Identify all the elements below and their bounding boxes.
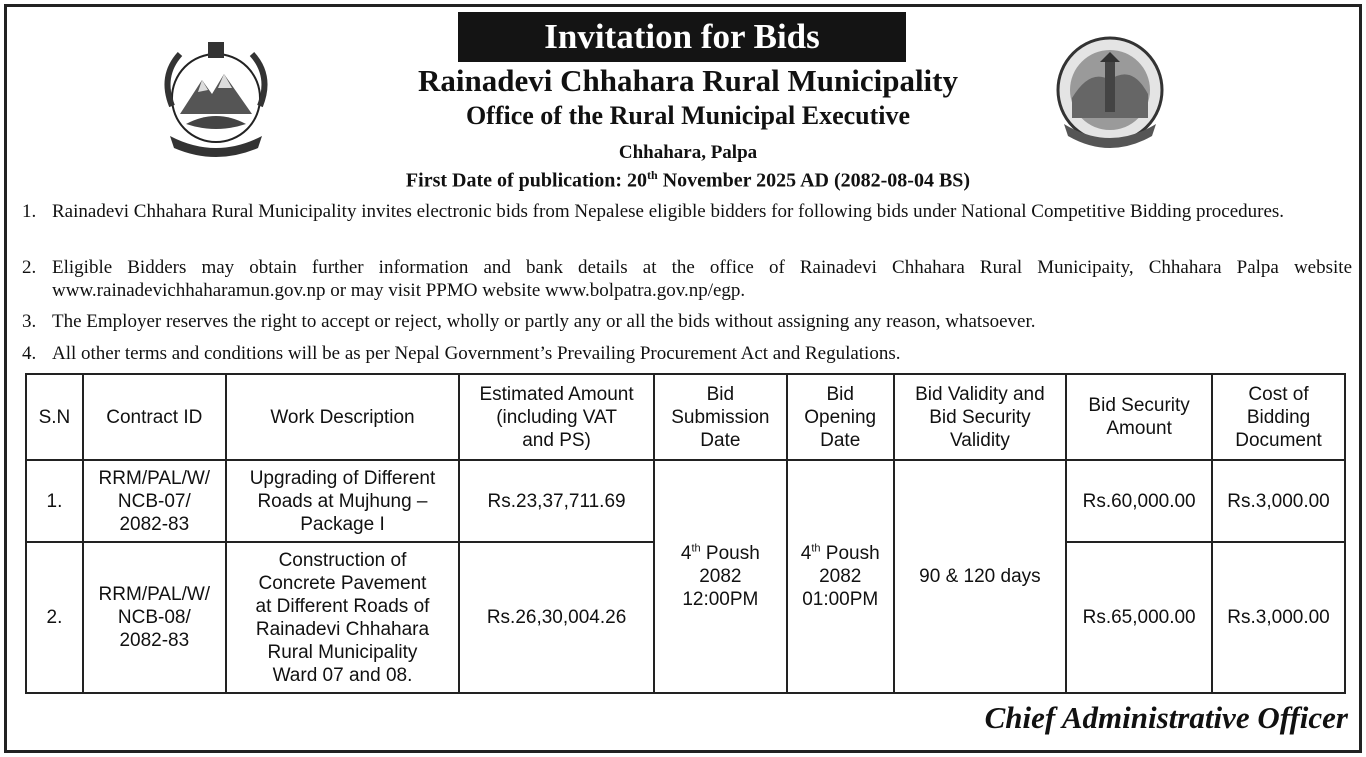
cell-contract-id: RRM/PAL/W/ NCB-07/ 2082-83 <box>83 460 226 542</box>
cell-submission-date: 4th Poush 2082 12:00PM <box>654 460 787 693</box>
organization-name: Rainadevi Chhahara Rural Municipality <box>418 63 958 98</box>
list-item: 2. Eligible Bidders may obtain further information and bank details at the office of Rainadevi Chhahara Rural Municipaity, Chhahara Palpa website www.rainadevichhaharamun.gov.np or may visit PPMO website www.bolpatra.gov.np/egp. <box>22 257 1352 301</box>
cell-work-description: Construction of Concrete Pavement at Different Roads of Rainadevi Chhahara Rural Municipality Ward 07 and 08. <box>226 542 459 693</box>
table-row <box>26 460 1345 542</box>
cell-estimated-amount: Rs.23,37,711.69 <box>459 460 654 542</box>
header-submission-date: Bid Submission Date <box>654 374 787 460</box>
cell-contract-id: RRM/PAL/W/ NCB-08/ 2082-83 <box>83 542 226 693</box>
nepal-emblem-logo <box>150 36 282 160</box>
header-contract-id: Contract ID <box>83 374 226 460</box>
header-work-description: Work Description <box>226 374 459 460</box>
bids-table <box>25 373 1346 694</box>
list-item: 1. Rainadevi Chhahara Rural Municipality invites electronic bids from Nepalese eligible bidders for following bids under National Competitive Bidding procedures. <box>22 201 1285 222</box>
cell-cost: Rs.3,000.00 <box>1212 460 1345 542</box>
header-cost: Cost of Bidding Document <box>1212 374 1345 460</box>
office-name: Office of the Rural Municipal Executive <box>465 101 911 130</box>
document-title: Invitation for Bids <box>458 12 906 62</box>
list-item: 3. The Employer reserves the right to accept or reject, wholly or partly any or all the bids without assigning any reason, whatsoever. <box>22 311 1036 332</box>
header-validity: Bid Validity and Bid Security Validity <box>894 374 1067 460</box>
signatory-title: Chief Administrative Officer <box>984 700 1348 735</box>
cell-validity: 90 & 120 days <box>894 460 1067 693</box>
cell-work-description: Upgrading of Different Roads at Mujhung – Package I <box>226 460 459 542</box>
header-sn: S.N <box>26 374 83 460</box>
cell-opening-date: 4th Poush 2082 01:00PM <box>787 460 894 693</box>
cell-security-amount: Rs.60,000.00 <box>1066 460 1212 542</box>
list-item: 4. All other terms and conditions will be as per Nepal Government’s Prevailing Procurement Act and Regulations. <box>22 343 901 364</box>
cell-sn: 2. <box>26 542 83 693</box>
office-location: Chhahara, Palpa <box>618 142 758 163</box>
cell-estimated-amount: Rs.26,30,004.26 <box>459 542 654 693</box>
cell-security-amount: Rs.65,000.00 <box>1066 542 1212 693</box>
cell-cost: Rs.3,000.00 <box>1212 542 1345 693</box>
publication-date: First Date of publication: 20th November 2025 AD (2082-08-04 BS) <box>405 168 971 192</box>
table-header-row <box>26 374 1345 460</box>
cell-sn: 1. <box>26 460 83 542</box>
header-security-amount: Bid Security Amount <box>1066 374 1212 460</box>
header-opening-date: Bid Opening Date <box>787 374 894 460</box>
header-estimated-amount: Estimated Amount (including VAT and PS) <box>459 374 654 460</box>
